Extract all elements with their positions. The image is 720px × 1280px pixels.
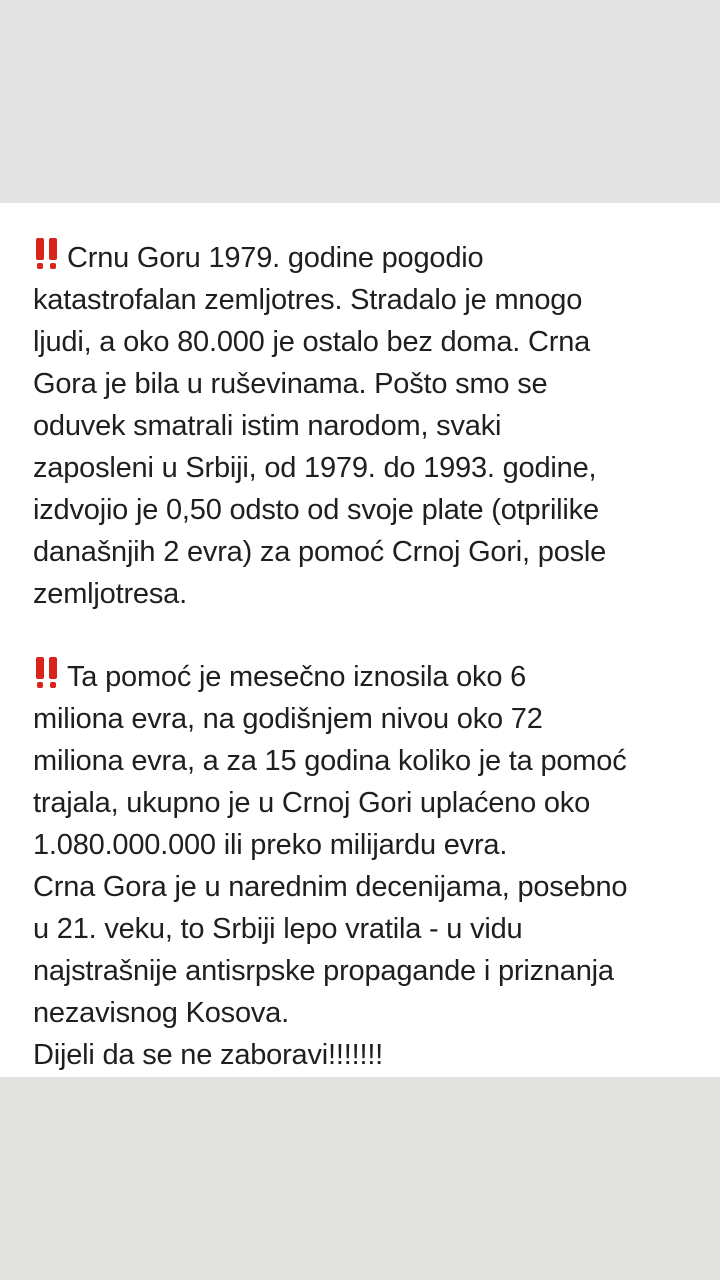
paragraph-1-line-5: oduvek smatrali istim narodom, svaki: [33, 410, 502, 442]
paragraph-1-line-9: zemljotresa.: [33, 578, 187, 610]
paragraph-1-line-8: današnjih 2 evra) za pomoć Crnoj Gori, posle: [33, 536, 607, 568]
paragraph-2-line-3: miliona evra, a za 15 godina koliko je ta pomoć: [33, 745, 627, 777]
paragraph-2-line-2: miliona evra, na godišnjem nivou oko 72: [33, 703, 543, 735]
paragraph-1-line-4: Gora je bila u ruševinama. Pošto smo se: [33, 368, 548, 400]
text-line: Crnu Goru 1979. godine pogodio: [67, 242, 484, 274]
paragraph-2-line-9: nezavisnog Kosova.: [33, 997, 289, 1029]
double-exclamation-icon: [33, 656, 63, 690]
paragraph-1-line-2: katastrofalan zemljotres. Stradalo je mnogo: [33, 284, 583, 316]
bottom-background: [0, 1077, 720, 1280]
paragraph-2-line-8: najstrašnije antisrpske propagande i priznanja: [33, 955, 614, 987]
paragraph-1-line-6: zaposleni u Srbiji, od 1979. do 1993. godine,: [33, 452, 597, 484]
paragraph-1-line-3: ljudi, a oko 80.000 je ostalo bez doma. Crna: [33, 326, 591, 358]
paragraph-2-line-6: Crna Gora je u narednim decenijama, posebno: [33, 871, 628, 903]
text-line: Ta pomoć je mesečno iznosila oko 6: [67, 661, 527, 693]
paragraph-2-line-1: [33, 656, 526, 698]
paragraph-2-line-10: Dijeli da se ne zaboravi!!!!!!!: [33, 1039, 384, 1071]
paragraph-2-line-4: trajala, ukupno je u Crnoj Gori uplaćeno oko: [33, 787, 591, 819]
paragraph-2-line-5: 1.080.000.000 ili preko milijardu evra.: [33, 829, 508, 861]
post-card: [0, 203, 720, 1077]
paragraph-1-line-1: [33, 237, 483, 279]
top-background: [0, 0, 720, 203]
paragraph-1-line-7: izdvojio je 0,50 odsto od svoje plate (otprilike: [33, 494, 599, 526]
double-exclamation-icon: [33, 237, 63, 271]
paragraph-2-line-7: u 21. veku, to Srbiji lepo vratila - u vidu: [33, 913, 523, 945]
